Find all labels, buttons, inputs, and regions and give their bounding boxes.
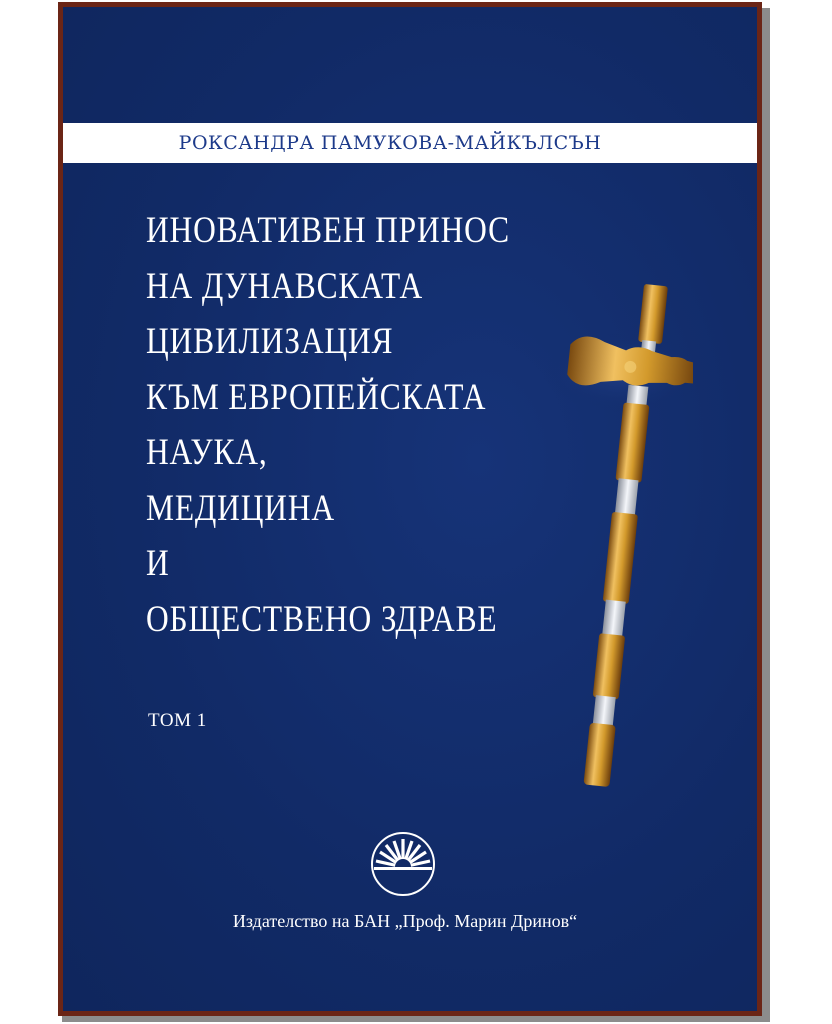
publisher-sun-logo-icon <box>370 831 436 897</box>
title-line: И <box>146 543 170 584</box>
author-name: РОКСАНДРА ПАМУКОВА-МАЙКЪЛСЪН <box>178 132 602 154</box>
title-line: МЕДИЦИНА <box>146 487 335 529</box>
title-line: КЪМ ЕВРОПЕЙСКАТА <box>146 376 487 418</box>
title-line: ЦИВИЛИЗАЦИЯ <box>146 321 394 362</box>
author-band <box>63 123 757 163</box>
cover-panel <box>63 7 757 1011</box>
book-cover <box>58 2 762 1016</box>
title-line: ИНОВАТИВЕН ПРИНОС <box>146 210 510 251</box>
golden-scepter-icon <box>533 272 693 792</box>
title-line: НАУКА, <box>146 432 268 473</box>
publisher-name: Издателство на БАН „Проф. Марин Дринов“ <box>232 911 578 931</box>
volume-label: ТОМ 1 <box>148 710 207 731</box>
book-title <box>146 203 510 647</box>
title-line: ОБЩЕСТВЕНО ЗДРАВЕ <box>146 598 498 640</box>
title-line: НА ДУНАВСКАТА <box>146 265 424 307</box>
